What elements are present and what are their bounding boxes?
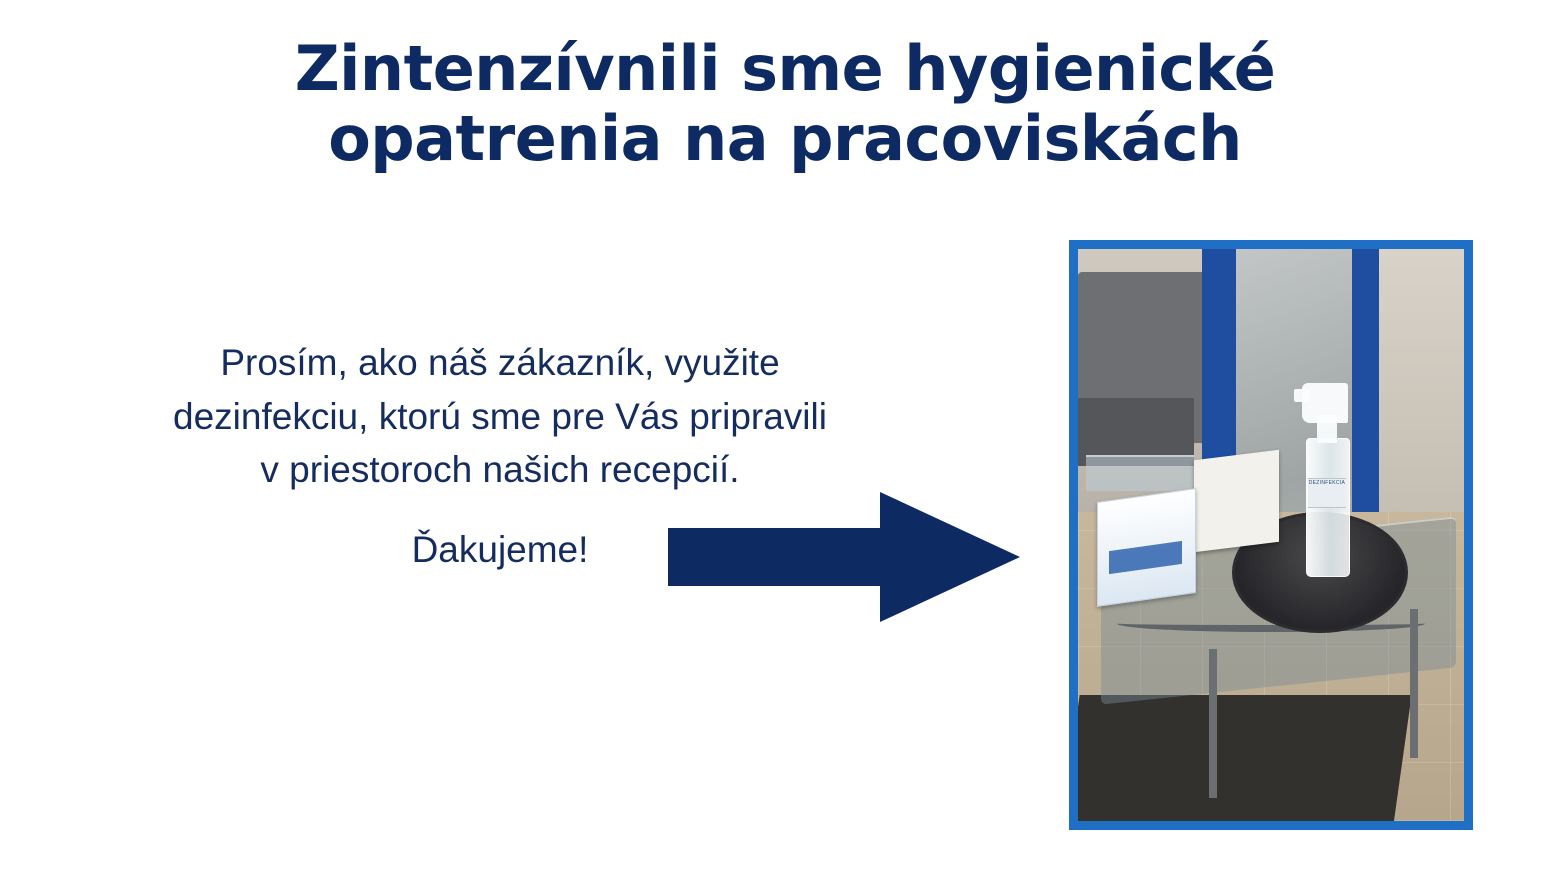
thanks-text: Ďakujeme! [411, 528, 589, 570]
reception-disinfection-photo [1078, 249, 1464, 821]
body-text-line-3: v priestoroch našich recepcií. [260, 449, 740, 491]
page-title-line-2: opatrenia na pracoviskách [328, 102, 1242, 176]
photo-background-table [1086, 455, 1194, 491]
photo-door-mat [1078, 695, 1412, 821]
photo-tissue-box [1194, 450, 1279, 552]
right-arrow-icon [668, 492, 1020, 622]
photo-frame [1069, 240, 1473, 830]
photo-spray-bottle-nozzle [1294, 389, 1309, 402]
page-title [90, 34, 1480, 174]
body-text-line-2: dezinfekciu, ktorú sme pre Vás pripravili [173, 395, 827, 437]
photo-table-leg-right [1410, 609, 1418, 758]
photo-spray-bottle-label: DEZINFEKCIA [1308, 478, 1347, 509]
photo-table-leg-left [1209, 649, 1217, 798]
body-text-line-1: Prosím, ako náš zákazník, využite [220, 342, 780, 383]
page-title-line-1: Zintenzívnili sme hygienické [294, 32, 1276, 105]
